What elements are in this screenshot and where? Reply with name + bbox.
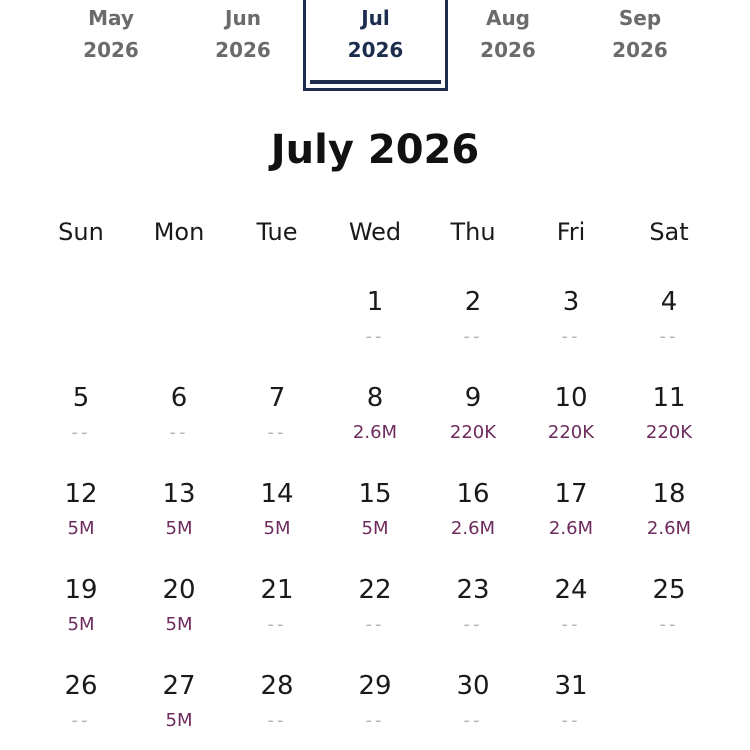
- calendar-title: July 2026: [270, 127, 480, 173]
- day-cell[interactable]: [424, 381, 522, 471]
- month-tab-year: 2026: [480, 38, 536, 62]
- day-price: 5M: [67, 518, 95, 539]
- day-number: 11: [652, 383, 686, 413]
- day-cell[interactable]: [522, 381, 620, 471]
- day-number: 15: [358, 479, 392, 509]
- day-cell[interactable]: [522, 669, 620, 750]
- weekday-thu: Thu: [450, 218, 496, 246]
- day-price: --: [561, 710, 581, 731]
- day-price: --: [267, 614, 287, 635]
- day-price: 5M: [263, 518, 291, 539]
- day-price: 5M: [67, 614, 95, 635]
- month-tab-strip: [0, 0, 750, 92]
- day-cell[interactable]: [424, 669, 522, 750]
- weekday-tue: Tue: [256, 218, 298, 246]
- day-cell[interactable]: [522, 477, 620, 567]
- day-price: 220K: [645, 422, 693, 443]
- weekday-sat: Sat: [649, 218, 689, 246]
- month-tab-month: May: [88, 6, 134, 30]
- month-tab-month: Jul: [361, 6, 390, 30]
- day-number: 31: [554, 671, 588, 701]
- day-cell[interactable]: [228, 573, 326, 663]
- day-cell[interactable]: [326, 381, 424, 471]
- day-number: 30: [456, 671, 490, 701]
- day-price: --: [365, 614, 385, 635]
- day-price: --: [463, 710, 483, 731]
- day-number: 7: [268, 383, 286, 413]
- month-tab-sep-2026[interactable]: [580, 0, 700, 88]
- day-cell[interactable]: [522, 573, 620, 663]
- day-price: 5M: [165, 518, 193, 539]
- day-number: 9: [464, 383, 482, 413]
- day-number: 17: [554, 479, 588, 509]
- day-price: --: [267, 422, 287, 443]
- day-price: 220K: [547, 422, 595, 443]
- day-price: --: [71, 710, 91, 731]
- day-number: 20: [162, 575, 196, 605]
- day-number: 28: [260, 671, 294, 701]
- day-price: 5M: [361, 518, 389, 539]
- day-cell[interactable]: [424, 477, 522, 567]
- weekday-wed: Wed: [348, 218, 402, 246]
- weekday-sun: Sun: [58, 218, 104, 246]
- day-number: 21: [260, 575, 294, 605]
- day-number: 24: [554, 575, 588, 605]
- day-number: 2: [464, 287, 482, 317]
- day-price: 2.6M: [352, 422, 398, 443]
- day-number: 5: [72, 383, 90, 413]
- day-number: 12: [64, 479, 98, 509]
- day-cell[interactable]: [32, 477, 130, 567]
- day-cell[interactable]: [620, 381, 718, 471]
- day-price: 2.6M: [548, 518, 594, 539]
- month-tab-month: Aug: [485, 6, 531, 30]
- day-cell[interactable]: [32, 573, 130, 663]
- day-cell[interactable]: [326, 573, 424, 663]
- day-price: --: [561, 614, 581, 635]
- month-tab-year: 2026: [215, 38, 271, 62]
- day-number: 8: [366, 383, 384, 413]
- day-number: 6: [170, 383, 188, 413]
- day-cell[interactable]: [620, 573, 718, 663]
- day-price: --: [463, 326, 483, 347]
- month-tab-jul-2026[interactable]: [303, 0, 448, 91]
- day-cell[interactable]: [32, 669, 130, 750]
- day-number: 18: [652, 479, 686, 509]
- day-number: 10: [554, 383, 588, 413]
- day-cell[interactable]: [326, 285, 424, 375]
- day-price: 220K: [449, 422, 497, 443]
- day-number: 13: [162, 479, 196, 509]
- day-price: --: [71, 422, 91, 443]
- day-number: 25: [652, 575, 686, 605]
- day-number: 16: [456, 479, 490, 509]
- weekday-fri: Fri: [556, 218, 586, 246]
- day-cell[interactable]: [228, 381, 326, 471]
- day-number: 29: [358, 671, 392, 701]
- day-cell[interactable]: [130, 477, 228, 567]
- month-tab-month: Sep: [618, 6, 662, 30]
- day-cell[interactable]: [424, 285, 522, 375]
- day-cell[interactable]: [130, 381, 228, 471]
- day-cell[interactable]: [130, 573, 228, 663]
- month-tab-month: Jun: [225, 6, 261, 30]
- day-cell[interactable]: [424, 573, 522, 663]
- day-cell[interactable]: [620, 285, 718, 375]
- day-number: 3: [562, 287, 580, 317]
- month-tab-year: 2026: [83, 38, 139, 62]
- day-price: 2.6M: [450, 518, 496, 539]
- day-price: --: [267, 710, 287, 731]
- day-price: 5M: [165, 614, 193, 635]
- day-price: 2.6M: [646, 518, 692, 539]
- day-cell[interactable]: [130, 669, 228, 750]
- day-number: 14: [260, 479, 294, 509]
- month-tab-year: 2026: [612, 38, 668, 62]
- day-cell[interactable]: [32, 381, 130, 471]
- day-number: 26: [64, 671, 98, 701]
- day-number: 4: [660, 287, 678, 317]
- day-price: --: [561, 326, 581, 347]
- day-cell[interactable]: [326, 477, 424, 567]
- day-price: 5M: [165, 710, 193, 731]
- day-price: --: [463, 614, 483, 635]
- day-cell[interactable]: [326, 669, 424, 750]
- day-number: 22: [358, 575, 392, 605]
- day-price: --: [169, 422, 189, 443]
- month-tab-year: 2026: [347, 38, 404, 62]
- day-cell[interactable]: [620, 477, 718, 567]
- weekday-mon: Mon: [153, 218, 205, 246]
- day-price: --: [365, 326, 385, 347]
- day-cell[interactable]: [228, 477, 326, 567]
- day-price: --: [659, 326, 679, 347]
- selected-tab-indicator: [310, 80, 441, 84]
- day-number: 23: [456, 575, 490, 605]
- day-number: 1: [366, 287, 384, 317]
- day-cell[interactable]: [522, 285, 620, 375]
- day-price: --: [659, 614, 679, 635]
- month-tab-jun-2026[interactable]: [183, 0, 303, 88]
- day-number: 19: [64, 575, 98, 605]
- day-number: 27: [162, 671, 196, 701]
- day-cell[interactable]: [228, 669, 326, 750]
- month-tab-aug-2026[interactable]: [448, 0, 568, 88]
- day-price: --: [365, 710, 385, 731]
- month-tab-may-2026[interactable]: [51, 0, 171, 88]
